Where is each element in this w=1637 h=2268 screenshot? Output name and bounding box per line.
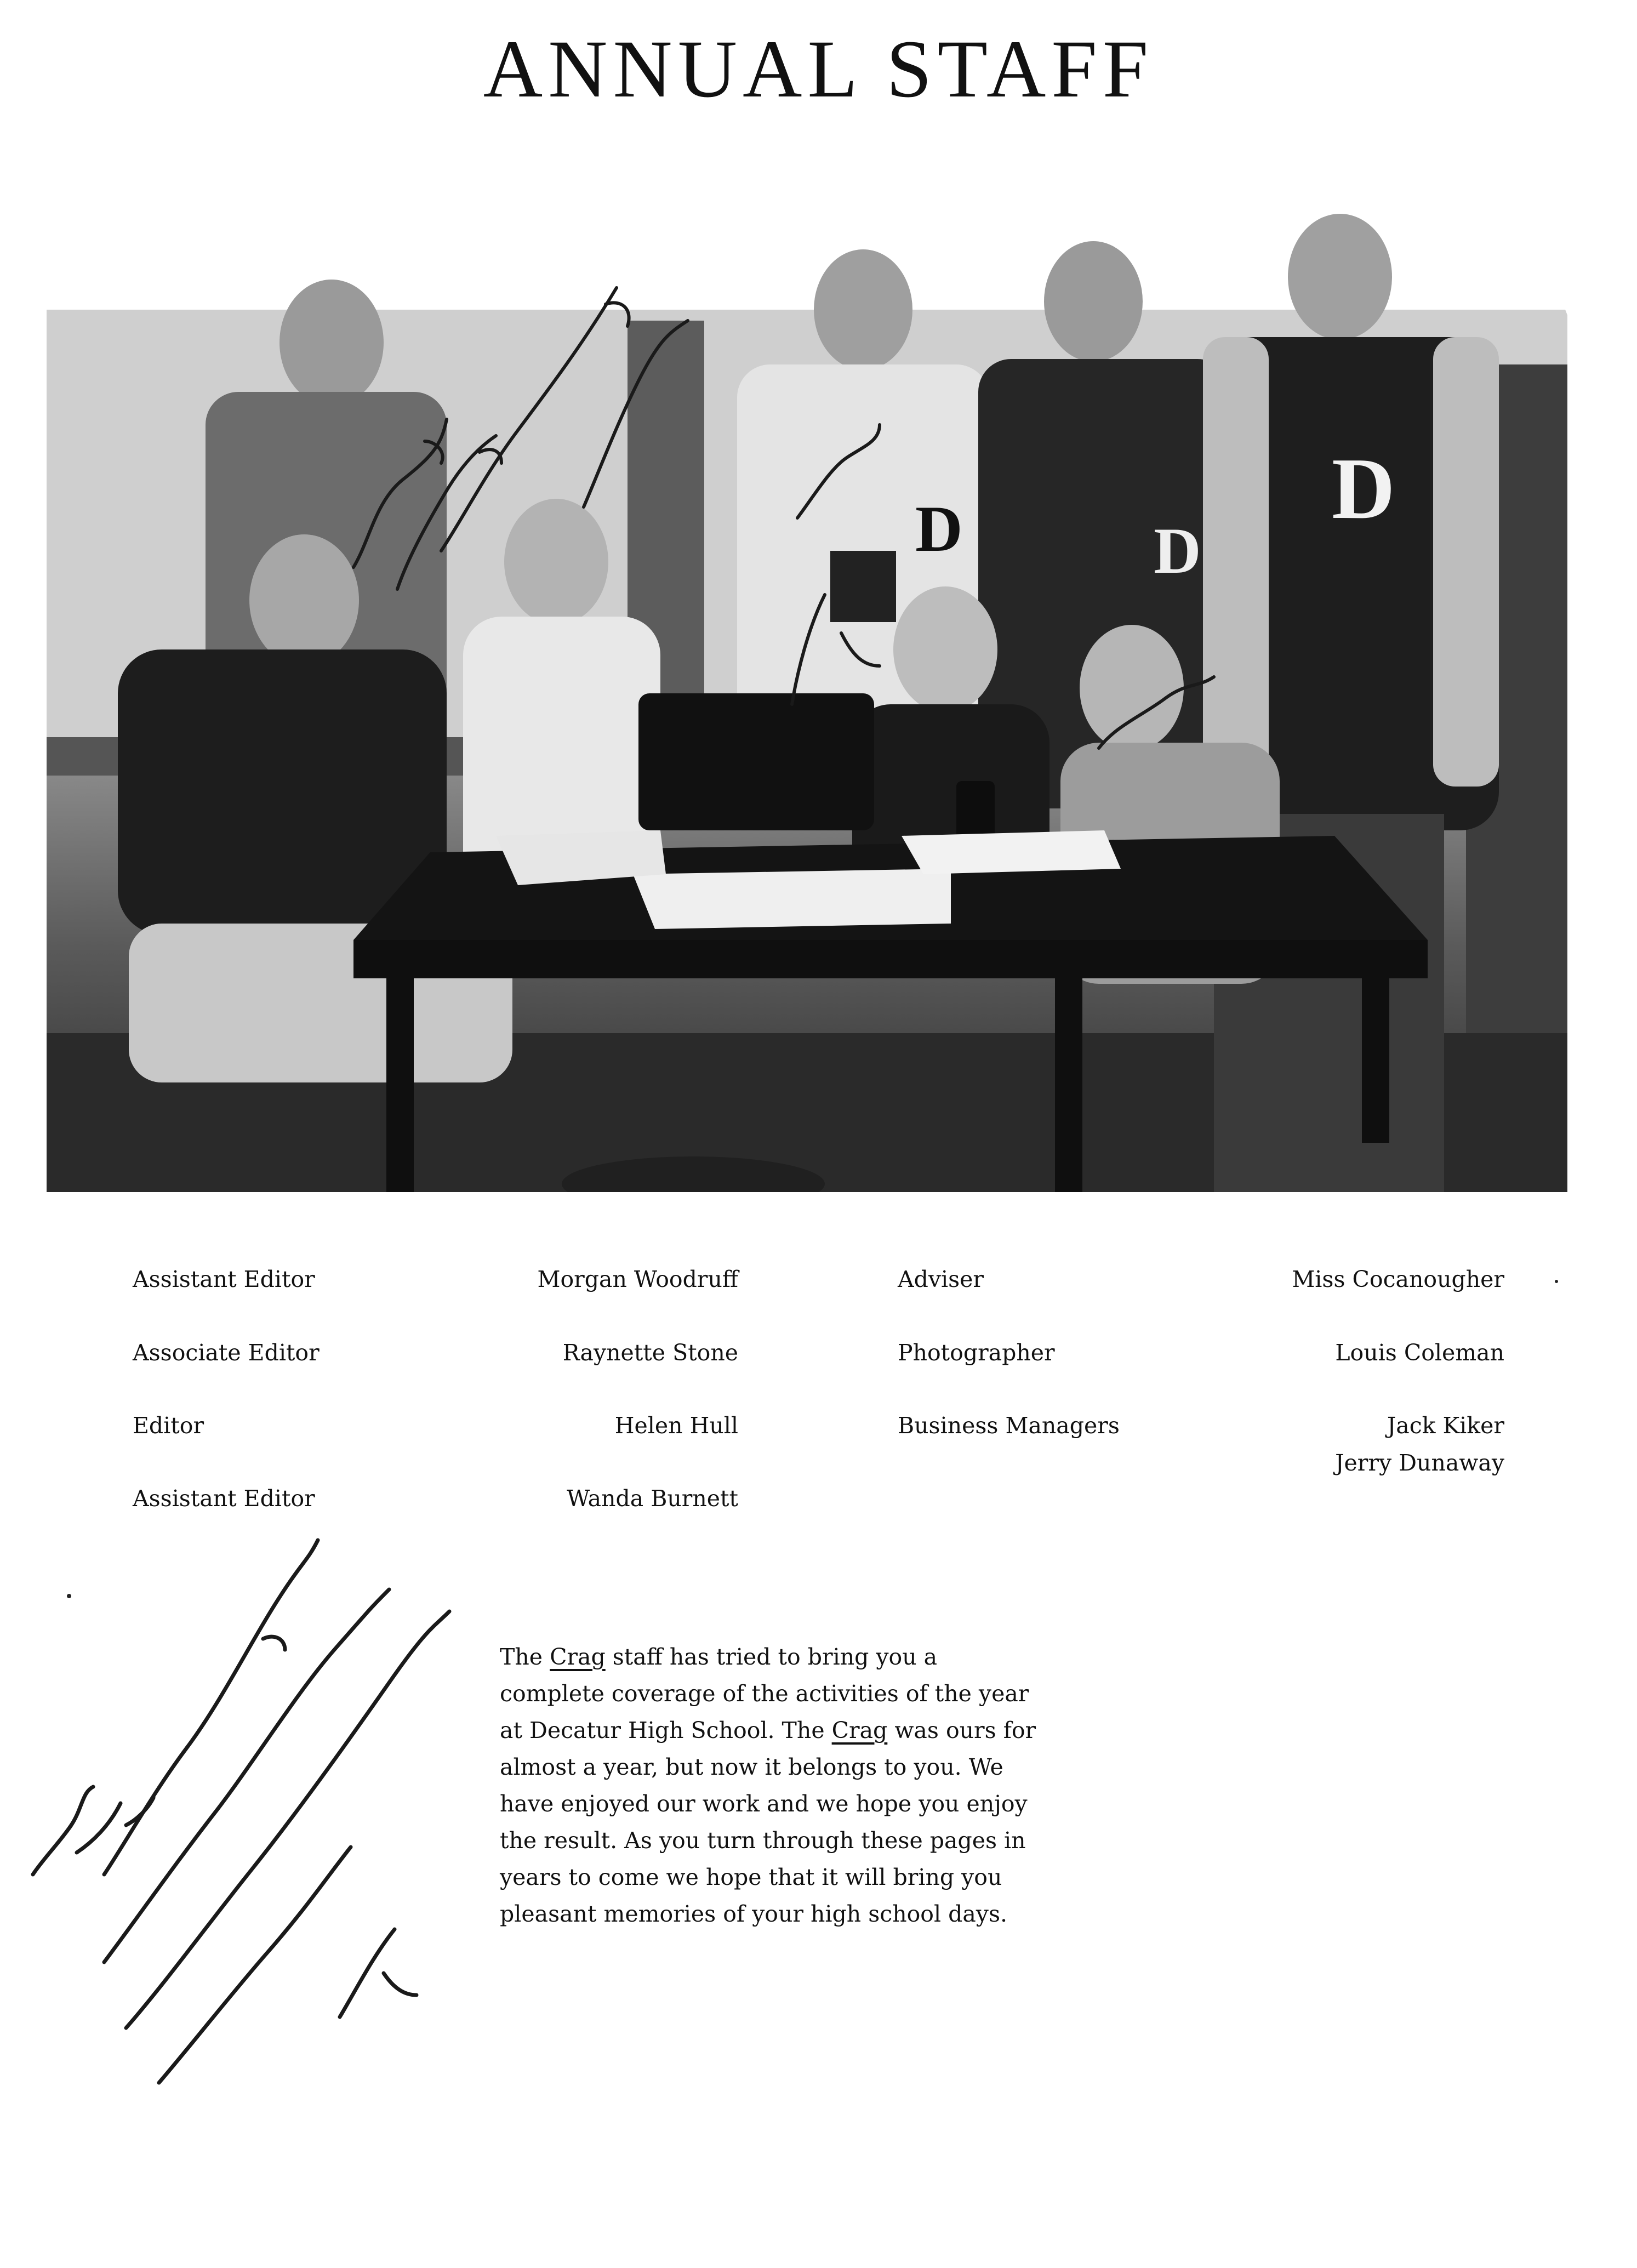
message-text: almost a year, but now it belongs to you. We — [500, 1754, 1003, 1780]
autograph-wanda — [1099, 677, 1214, 748]
roster-name: Jerry Dunaway — [1335, 1450, 1504, 1476]
photo-autographs — [47, 211, 1567, 1192]
roster-name: Wanda Burnett — [567, 1485, 738, 1512]
message-text: at Decatur High School. The — [500, 1717, 832, 1743]
roster-name: Miss Cocanougher — [1292, 1266, 1504, 1292]
autograph-picture-hog — [353, 419, 447, 567]
roster-name: Morgan Woodruff — [537, 1266, 738, 1292]
roster-role: Associate Editor — [133, 1340, 320, 1366]
roster-role: Assistant Editor — [133, 1266, 315, 1292]
roster-role: Adviser — [898, 1266, 984, 1292]
autograph-louis — [797, 425, 880, 518]
page-title: ANNUAL STAFF — [483, 24, 1154, 115]
message-text: complete coverage of the activities of the year — [500, 1680, 1029, 1707]
publication-name: Crag — [550, 1644, 606, 1670]
jacket-letter: D — [1154, 514, 1201, 587]
staff-photo — [47, 211, 1567, 1192]
message-text: staff has tried to bring you a — [605, 1644, 938, 1670]
roster-role: Business Managers — [898, 1412, 1120, 1439]
handwritten-note — [11, 1524, 614, 2099]
jacket-letter: D — [915, 492, 963, 565]
autograph-raynette — [584, 321, 688, 507]
roster-name: Jack Kiker — [1387, 1412, 1504, 1439]
roster-role: Photographer — [898, 1340, 1055, 1366]
message-text: The — [500, 1644, 550, 1670]
roster-role: Assistant Editor — [133, 1485, 315, 1512]
publication-name: Crag — [831, 1717, 888, 1743]
scan-speck — [67, 1594, 71, 1598]
jacket-letter: D — [1332, 440, 1395, 537]
message-text: the result. As you turn through these pages in — [500, 1827, 1026, 1854]
scan-speck — [1555, 1280, 1558, 1283]
autograph-note — [441, 288, 629, 551]
message-text: years to come we hope that it will bring you — [500, 1864, 1002, 1890]
message-text: pleasant memories of your high school days. — [500, 1901, 1008, 1927]
roster-name: Raynette Stone — [562, 1340, 738, 1366]
roster-role: Editor — [133, 1412, 204, 1439]
autograph-helen — [792, 595, 880, 704]
roster-name: Louis Coleman — [1335, 1340, 1504, 1366]
message-text: was ours for — [887, 1717, 1036, 1743]
roster-name: Helen Hull — [614, 1412, 738, 1439]
message-text: have enjoyed our work and we hope you enjoy — [500, 1791, 1028, 1817]
autograph-morgan — [397, 436, 501, 589]
